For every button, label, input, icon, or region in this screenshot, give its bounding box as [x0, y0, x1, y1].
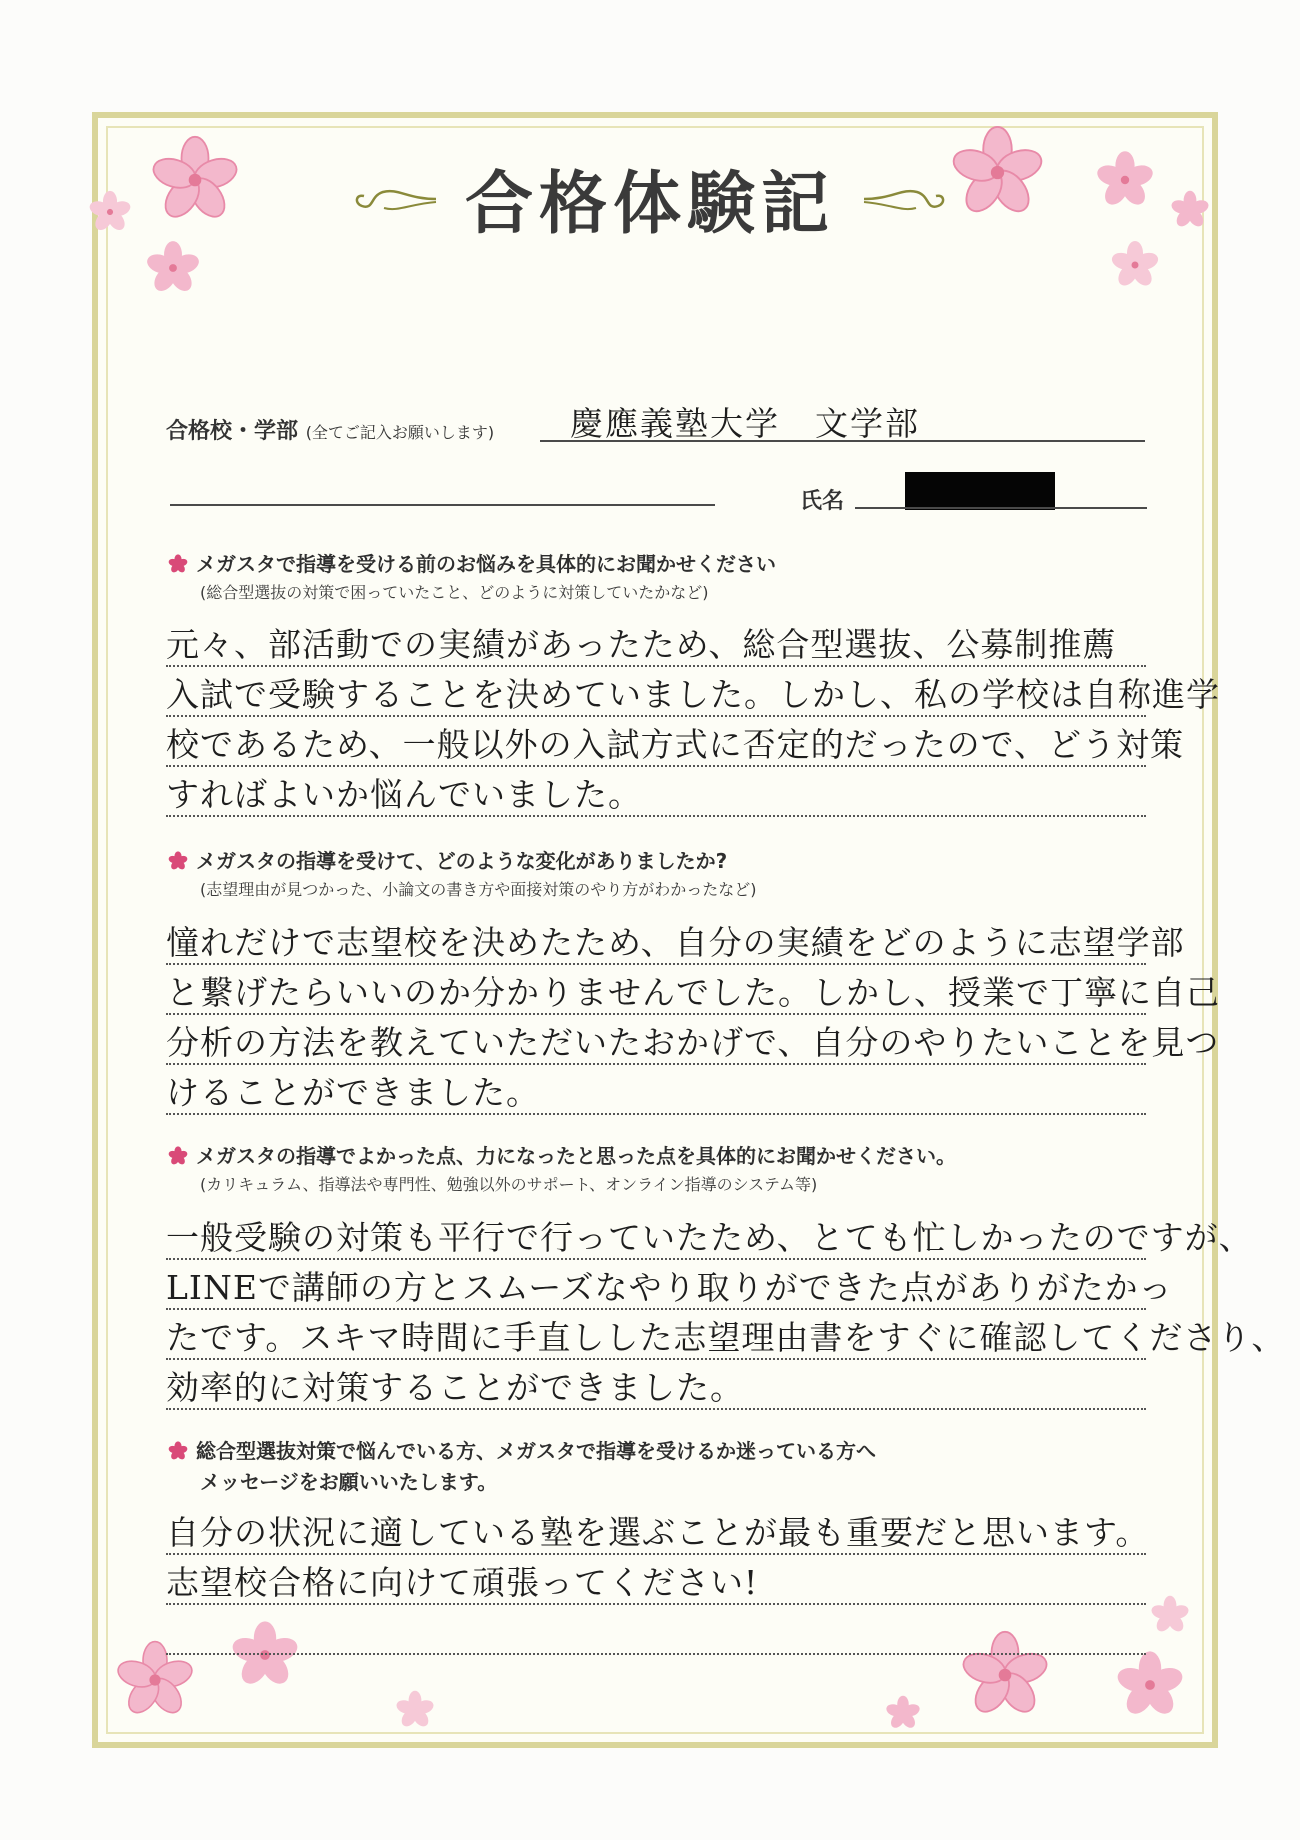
dotted-line [166, 1113, 1146, 1115]
sakura-flower-icon [960, 1630, 1050, 1720]
dotted-line [166, 1603, 1146, 1605]
answer-line: LINEで講師の方とスムーズなやり取りができた点がありがたかっ [166, 1268, 1173, 1307]
section-4-answer [166, 1508, 1156, 1608]
answer-line: 自分の状況に適している塾を選ぶことが最も重要だと思います。 [166, 1513, 1150, 1552]
school-note: (全てご記入お願いします) [305, 423, 495, 442]
school-label: 合格校・学部 [166, 419, 299, 444]
sakura-flower-icon [1150, 1595, 1190, 1635]
answer-line: 校であるため、一般以外の入試方式に否定的だったので、どう対策 [166, 725, 1185, 764]
section-title-text: メガスタの指導を受けて、どのような変化がありましたか? [196, 849, 728, 873]
section-title-text: メガスタの指導でよかった点、力になったと思った点を具体的にお聞かせください。 [196, 1144, 956, 1168]
sakura-bullet-icon [166, 850, 190, 872]
sakura-bullet-icon [166, 1440, 190, 1462]
dotted-line [166, 1063, 1146, 1065]
sakura-flower-icon [1115, 1650, 1185, 1720]
school-label-group [166, 414, 494, 445]
section-2-title [166, 845, 727, 874]
answer-line: 憧れだけで志望校を決めたため、自分の実績をどのように志望学部 [166, 923, 1185, 962]
section-title-text: メガスタで指導を受ける前のお悩みを具体的にお聞かせください [196, 552, 776, 576]
section-3-answer [166, 1213, 1286, 1413]
school-value: 慶應義塾大学 文学部 [570, 404, 920, 443]
section-3-title [166, 1140, 956, 1169]
dotted-line [166, 1408, 1146, 1410]
answer-line: と繋げたらいいのか分かりませんでした。しかし、授業で丁寧に自己 [166, 973, 1220, 1012]
answer-line: すればよいか悩んでいました。 [166, 775, 642, 814]
section-title-text: 総合型選抜対策で悩んでいる方、メガスタで指導を受けるか迷っている方へ [196, 1439, 876, 1463]
scroll-ornament-right-icon [862, 184, 952, 214]
school-underline-2 [170, 504, 715, 506]
dotted-line [166, 765, 1146, 767]
section-4-subtitle: メッセージをお願いいたします。 [200, 1470, 498, 1494]
dotted-line [166, 1258, 1146, 1260]
dotted-line [166, 665, 1146, 667]
dotted-line [166, 1653, 1146, 1655]
section-2-answer [166, 918, 1220, 1118]
section-3-subtitle: (カリキュラム、指導法や専門性、勉強以外のサポート、オンライン指導のシステム等) [200, 1175, 818, 1194]
section-2-subtitle: (志望理由が見つかった、小論文の書き方や面接対策のやり方がわかったなど) [200, 880, 757, 899]
section-1-answer [166, 620, 1220, 820]
page-title: 合格体験記 [464, 164, 835, 244]
section-4-title [166, 1435, 876, 1464]
dotted-line [166, 715, 1146, 717]
answer-line: たです。スキマ時間に手直しした志望理由書をすぐに確認してくださり、 [166, 1318, 1286, 1357]
answer-line: けることができました。 [166, 1073, 540, 1112]
name-redaction [905, 472, 1055, 510]
sakura-flower-icon [885, 1695, 921, 1731]
answer-line: 入試で受験することを決めていました。しかし、私の学校は自称進学 [166, 675, 1220, 714]
sakura-flower-icon [145, 240, 201, 296]
sakura-flower-icon [115, 1640, 195, 1720]
school-underline [540, 440, 1145, 442]
sakura-flower-icon [1110, 240, 1160, 290]
sakura-bullet-icon [166, 1145, 190, 1167]
title-row [0, 150, 1300, 247]
sakura-bullet-icon [166, 553, 190, 575]
dotted-line [166, 1358, 1146, 1360]
dotted-line [166, 1013, 1146, 1015]
name-underline [855, 507, 1147, 509]
section-1-subtitle: (総合型選抜の対策で困っていたこと、どのように対策していたかなど) [200, 583, 709, 602]
answer-line: 分析の方法を教えていただいたおかげで、自分のやりたいことを見つ [166, 1023, 1220, 1062]
name-label: 氏名 [800, 489, 845, 514]
answer-line: 元々、部活動での実績があったため、総合型選抜、公募制推薦 [166, 625, 1117, 664]
answer-line: 志望校合格に向けて頑張ってください! [166, 1563, 759, 1602]
dotted-line [166, 1553, 1146, 1555]
answer-line: 一般受験の対策も平行で行っていたため、とても忙しかったのですが、 [166, 1218, 1253, 1257]
scroll-ornament-left-icon [348, 184, 438, 214]
dotted-line [166, 963, 1146, 965]
answer-line: 効率的に対策することができました。 [166, 1368, 744, 1407]
section-1-title [166, 548, 776, 577]
sakura-flower-icon [395, 1690, 435, 1730]
dotted-line [166, 1308, 1146, 1310]
sakura-flower-icon [230, 1620, 300, 1690]
dotted-line [166, 815, 1146, 817]
